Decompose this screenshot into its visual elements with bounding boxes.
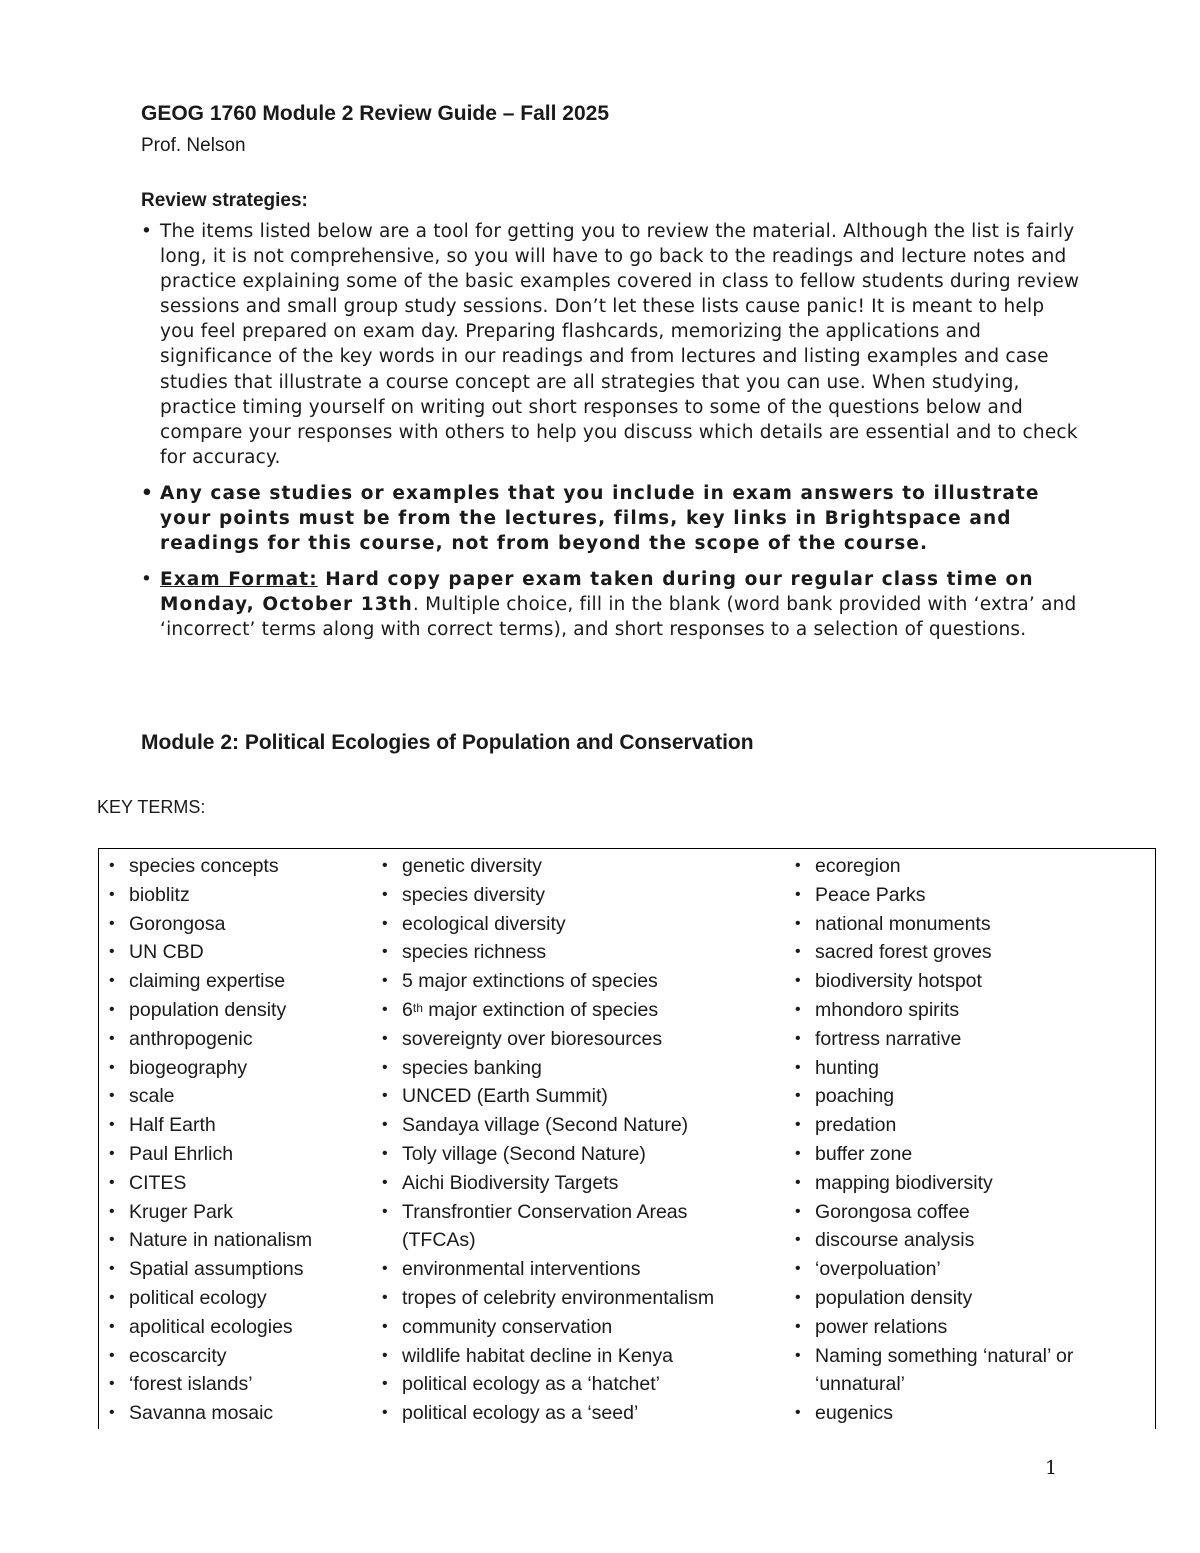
- bullet-icon: •: [109, 1346, 115, 1364]
- professor-name: Prof. Nelson: [141, 135, 246, 156]
- bullet-icon: •: [141, 569, 153, 591]
- term-item: • power relations: [795, 1313, 1155, 1342]
- term-item: • population density: [109, 996, 379, 1025]
- bullet-icon: •: [382, 914, 388, 932]
- term-item: • wildlife habitat decline in Kenya: [382, 1342, 782, 1371]
- term-item: • species richness: [382, 938, 782, 967]
- term-item: • anthropogenic: [109, 1025, 379, 1054]
- bullet-icon: •: [795, 1202, 801, 1220]
- bullet-icon: •: [141, 482, 154, 504]
- bullet-icon: •: [109, 943, 115, 961]
- module-heading: Module 2: Political Ecologies of Population and Conservation: [141, 731, 754, 754]
- document-title: GEOG 1760 Module 2 Review Guide – Fall 2025: [141, 102, 610, 125]
- term-item: • predation: [795, 1111, 1155, 1140]
- term-item: • Toly village (Second Nature): [382, 1140, 782, 1169]
- bullet-icon: •: [109, 1202, 115, 1220]
- term-item: • CITES: [109, 1169, 379, 1198]
- bullet-icon: •: [382, 1317, 388, 1335]
- bullet-icon: •: [109, 1144, 115, 1162]
- term-item: • Nature in nationalism: [109, 1226, 379, 1255]
- exam-format-text: . Multiple choice, fill in the blank (word bank provided with ‘extra’ and ‘incorrect’ terms along with correct terms), and short responses to a selection of questions.: [160, 594, 1077, 641]
- bullet-icon: •: [795, 1144, 801, 1162]
- bullet-icon: •: [382, 1000, 388, 1018]
- term-item: • community conservation: [382, 1313, 782, 1342]
- term-item: • Kruger Park: [109, 1198, 379, 1227]
- term-item: • Peace Parks: [795, 881, 1155, 910]
- term-item: • population density: [795, 1284, 1155, 1313]
- bullet-icon: •: [795, 943, 801, 961]
- bullet-icon: •: [795, 972, 801, 990]
- bullet-icon: •: [109, 1288, 115, 1306]
- term-item: • species banking: [382, 1054, 782, 1083]
- term-item: • apolitical ecologies: [109, 1313, 379, 1342]
- bullet-icon: •: [795, 1058, 801, 1076]
- bullet-icon: •: [141, 221, 153, 242]
- bullet-icon: •: [109, 1375, 115, 1393]
- review-bullet-text: The items listed below are a tool for getting you to review the material. Although the list is fairly long, it is not comprehensive, so you will have to go back to the readings and lecture notes and practice explaining some of the basic examples covered in class to fellow students during review sessions and small group study sessions. Don’t let these lists cause panic! It is meant to help you feel prepared on exam day. Preparing flashcards, memorizing the applications and significance of the key words in our readings and from lectures and listing examples and case studies that illustrate a course concept are all strategies that you can use. When studying, practice timing yourself on writing out short responses to some of the questions below and compare your responses with others to help you discuss which details are essential and to check for accuracy.: [160, 221, 1080, 468]
- term-item: • environmental interventions: [382, 1255, 782, 1284]
- bullet-icon: •: [795, 914, 801, 932]
- term-item: • Spatial assumptions: [109, 1255, 379, 1284]
- terms-column-3: [795, 852, 1155, 1428]
- bullet-icon: •: [109, 885, 115, 903]
- bullet-icon: •: [109, 1317, 115, 1335]
- term-item: • eugenics: [795, 1399, 1155, 1428]
- bullet-icon: •: [109, 1087, 115, 1105]
- term-item: • Savanna mosaic: [109, 1399, 379, 1428]
- term-item: • species diversity: [382, 881, 782, 910]
- exam-format-bold: Hard copy paper exam taken during our regular class time on Monday, October 13th: [160, 569, 1034, 616]
- term-item: • hunting: [795, 1054, 1155, 1083]
- term-item: • 5 major extinctions of species: [382, 967, 782, 996]
- bullet-icon: •: [109, 1000, 115, 1018]
- term-item: • political ecology: [109, 1284, 379, 1313]
- review-strategies-heading: Review strategies:: [141, 190, 308, 211]
- term-item: • political ecology as a ‘hatchet’: [382, 1370, 782, 1399]
- bullet-icon: •: [795, 1116, 801, 1134]
- bullet-icon: •: [795, 1317, 801, 1335]
- term-item: • ‘forest islands’: [109, 1370, 379, 1399]
- bullet-icon: •: [795, 1346, 801, 1364]
- bullet-icon: •: [109, 1173, 115, 1191]
- term-item-continuation: (TFCAs): [402, 1229, 476, 1252]
- review-bullet-text: Any case studies or examples that you include in exam answers to illustrate your points must be from the lectures, films, key links in Brightspace and readings for this course, not from beyond the scope of the course.: [160, 482, 1040, 555]
- exam-format-label: Exam Format:: [160, 569, 318, 591]
- bullet-icon: •: [382, 1260, 388, 1278]
- bullet-icon: •: [795, 885, 801, 903]
- bullet-icon: •: [109, 1029, 115, 1047]
- term-item: • national monuments: [795, 910, 1155, 939]
- bullet-icon: •: [109, 1260, 115, 1278]
- bullet-icon: •: [382, 1404, 388, 1422]
- bullet-icon: •: [382, 1087, 388, 1105]
- superscript: th: [412, 1000, 423, 1015]
- bullet-icon: •: [382, 857, 388, 874]
- terms-column-1: [109, 852, 379, 1428]
- key-terms-label: KEY TERMS:: [97, 797, 206, 817]
- bullet-icon: •: [382, 972, 388, 990]
- page-number: 1: [1045, 1457, 1058, 1479]
- term-item: • sovereignty over bioresources: [382, 1025, 782, 1054]
- bullet-icon: •: [109, 857, 115, 874]
- term-item: • biogeography: [109, 1054, 379, 1083]
- bullet-icon: •: [109, 914, 115, 932]
- term-item: • Transfrontier Conservation Areas: [382, 1198, 782, 1227]
- term-item: • Sandaya village (Second Nature): [382, 1111, 782, 1140]
- term-item: • Paul Ehrlich: [109, 1140, 379, 1169]
- term-item: • ‘overpoluation’: [795, 1255, 1155, 1284]
- bullet-icon: •: [109, 1116, 115, 1134]
- bullet-icon: •: [382, 1029, 388, 1047]
- bullet-icon: •: [382, 1288, 388, 1306]
- term-item: • Gorongosa: [109, 910, 379, 939]
- bullet-icon: •: [382, 1116, 388, 1134]
- review-bullet: [141, 219, 1081, 470]
- term-item: • claiming expertise: [109, 967, 379, 996]
- bullet-icon: •: [795, 1029, 801, 1047]
- bullet-icon: •: [795, 1231, 801, 1249]
- term-item: • tropes of celebrity environmentalism: [382, 1284, 782, 1313]
- bullet-icon: •: [382, 1058, 388, 1076]
- term-item: • biodiversity hotspot: [795, 967, 1155, 996]
- bullet-icon: •: [795, 857, 801, 874]
- term-item: • discourse analysis: [795, 1226, 1155, 1255]
- term-item: • buffer zone: [795, 1140, 1155, 1169]
- bullet-icon: •: [109, 972, 115, 990]
- review-bullet: [141, 567, 1081, 642]
- bullet-icon: •: [382, 1346, 388, 1364]
- bullet-icon: •: [382, 885, 388, 903]
- bullet-icon: •: [795, 1288, 801, 1306]
- term-item: • ecoregion: [795, 852, 1155, 881]
- review-bullet: [141, 481, 1081, 556]
- bullet-icon: •: [109, 1058, 115, 1076]
- term-item: • Aichi Biodiversity Targets: [382, 1169, 782, 1198]
- term-item: • Half Earth: [109, 1111, 379, 1140]
- term-item-continuation: ‘unnatural’: [815, 1373, 905, 1396]
- bullet-icon: •: [109, 1231, 115, 1249]
- bullet-icon: •: [795, 1404, 801, 1422]
- review-bullets: [141, 219, 1081, 643]
- term-item: • political ecology as a ‘seed’: [382, 1399, 782, 1428]
- bullet-icon: •: [382, 1144, 388, 1162]
- term-item: • genetic diversity: [382, 852, 782, 881]
- key-terms-table: [98, 848, 1156, 1429]
- bullet-icon: •: [382, 1202, 388, 1220]
- term-item: • scale: [109, 1082, 379, 1111]
- term-item: • bioblitz: [109, 881, 379, 910]
- term-item: • 6th major extinction of species: [382, 996, 782, 1025]
- term-item: • mapping biodiversity: [795, 1169, 1155, 1198]
- term-item: • Naming something ‘natural’ or: [795, 1342, 1155, 1371]
- term-item: • UNCED (Earth Summit): [382, 1082, 782, 1111]
- bullet-icon: •: [795, 1260, 801, 1278]
- term-item: • poaching: [795, 1082, 1155, 1111]
- term-item: • fortress narrative: [795, 1025, 1155, 1054]
- term-item: • sacred forest groves: [795, 938, 1155, 967]
- bullet-icon: •: [382, 1375, 388, 1393]
- bullet-icon: •: [382, 943, 388, 961]
- bullet-icon: •: [795, 1087, 801, 1105]
- bullet-icon: •: [795, 1173, 801, 1191]
- bullet-icon: •: [382, 1173, 388, 1191]
- term-item: • species concepts: [109, 852, 379, 881]
- term-item: • Gorongosa coffee: [795, 1198, 1155, 1227]
- term-item: • mhondoro spirits: [795, 996, 1155, 1025]
- term-item: • UN CBD: [109, 938, 379, 967]
- terms-column-2: [382, 852, 782, 1428]
- term-item: • ecoscarcity: [109, 1342, 379, 1371]
- bullet-icon: •: [795, 1000, 801, 1018]
- term-item: • ecological diversity: [382, 910, 782, 939]
- bullet-icon: •: [109, 1404, 115, 1422]
